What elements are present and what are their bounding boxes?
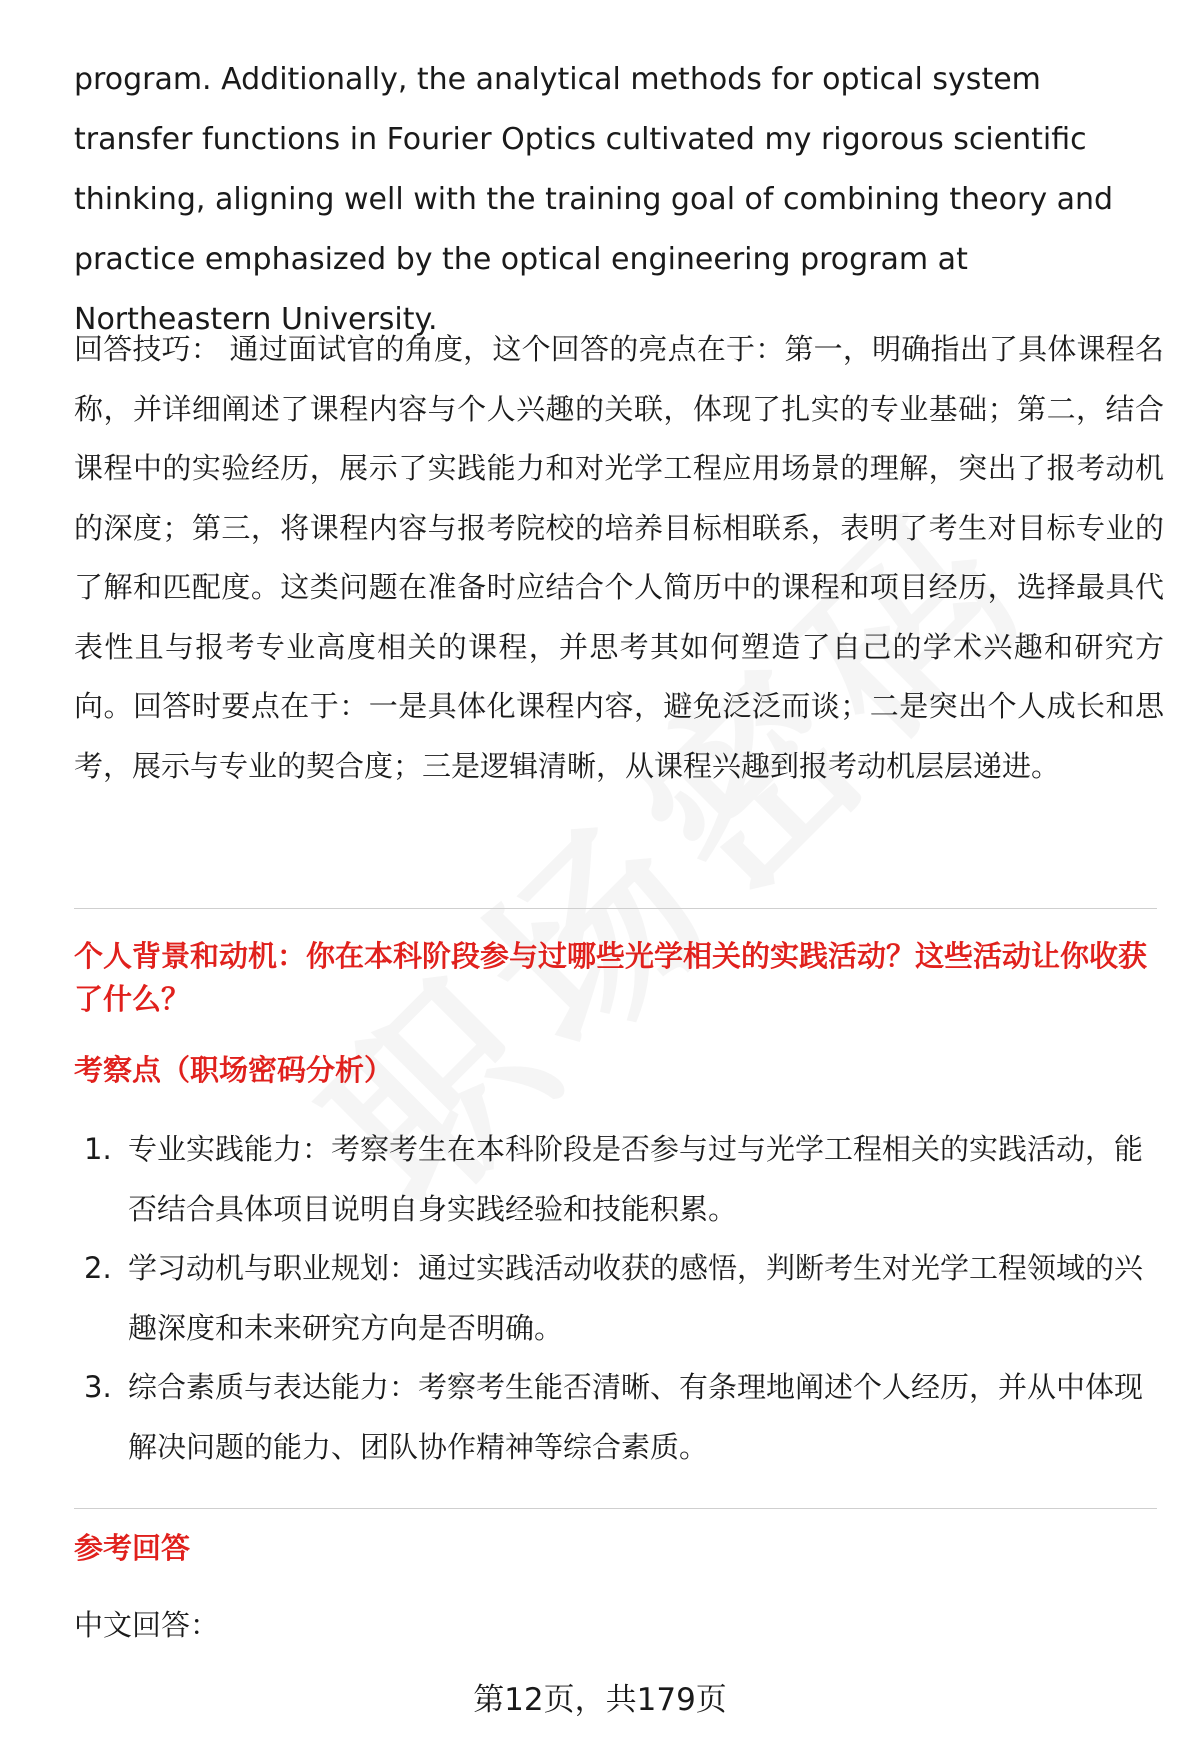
list-number: 2. — [84, 1251, 112, 1285]
list-number: 3. — [84, 1370, 112, 1404]
list-number: 1. — [84, 1132, 112, 1166]
divider — [74, 908, 1157, 909]
analysis-list — [74, 1120, 1164, 1477]
divider — [74, 1508, 1157, 1509]
list-text: 综合素质与表达能力：考察考生能否清晰、有条理地阐述个人经历，并从中体现解决问题的能力、团队协作精神等综合素质。 — [128, 1370, 1144, 1464]
list-text: 专业实践能力：考察考生在本科阶段是否参与过与光学工程相关的实践活动，能否结合具体项目说明自身实践经验和技能积累。 — [128, 1132, 1144, 1226]
list-item — [74, 1120, 1164, 1239]
tips-paragraph: 回答技巧： 通过面试官的角度，这个回答的亮点在于：第一，明确指出了具体课程名称，并详细阐述了课程内容与个人兴趣的关联，体现了扎实的专业基础；第二，结合课程中的实验经历，展示了实践能力和对光学工程应用场景的理解，突出了报考动机的深度；第三，将课程内容与报考院校的培养目标相联系，表明了考生对目标专业的了解和匹配度。这类问题在准备时应结合个人简历中的课程和项目经历，选择最具代表性且与报考专业高度相关的课程，并思考其如何塑造了自己的学术兴趣和研究方向。回答时要点在于：一是具体化课程内容，避免泛泛而谈；二是突出个人成长和思考，展示与专业的契合度；三是逻辑清晰，从课程兴趣到报考动机层层递进。 — [74, 332, 1164, 783]
question-heading: 个人背景和动机：你在本科阶段参与过哪些光学相关的实践活动？这些活动让你收获了什么？ — [74, 939, 1148, 1016]
chinese-answer-label: 中文回答： — [74, 1608, 220, 1642]
intro-paragraph: program. Additionally, the analytical methods for optical system transfer functions in Fourier Optics cultivated my rigorous scientific thinking, aligning well with the training goal of combining theory and practice emphasized by the optical engineering program at Northeastern University. — [74, 62, 1114, 337]
list-item — [74, 1358, 1164, 1477]
page-footer: 第12页，共179页 — [473, 1682, 727, 1718]
analysis-heading: 考察点（职场密码分析） — [74, 1053, 394, 1087]
list-text: 学习动机与职业规划：通过实践活动收获的感悟，判断考生对光学工程领域的兴趣深度和未来研究方向是否明确。 — [128, 1251, 1144, 1345]
list-item — [74, 1239, 1164, 1358]
reference-heading: 参考回答 — [74, 1531, 191, 1565]
